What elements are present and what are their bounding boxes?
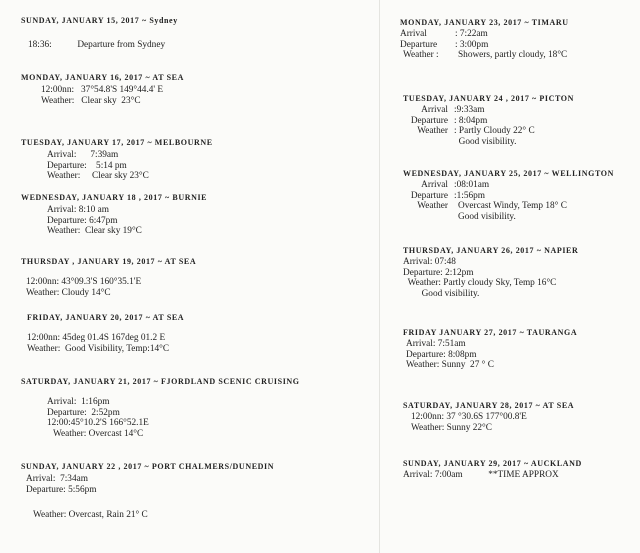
entry-line: Weather: Sunny 27 ° C	[406, 360, 494, 371]
entry-heading: SUNDAY, JANUARY 29, 2017 ~ AUCKLAND	[403, 459, 582, 468]
entry-heading: FRIDAY, JANUARY 20, 2017 ~ AT SEA	[27, 313, 185, 322]
entry-line: Departure: 8:08pm	[406, 349, 477, 360]
entry-heading: SATURDAY, JANUARY 21, 2017 ~ FJORDLAND SCENIC CRUISING	[21, 377, 300, 386]
entry-row: Arrival :9:33am	[421, 105, 485, 115]
entry-line: Weather: Partly cloudy Sky, Temp 16°C	[403, 278, 557, 289]
entry-line: Departure: 2:12pm	[403, 267, 474, 278]
entry-line: Weather: Clear sky 23°C	[47, 171, 149, 182]
entry-line: Arrival: 8:10 am	[47, 205, 109, 215]
entry-row: Departure : 3:00pm	[400, 39, 489, 50]
entry-line: Arrival: 7:00am **TIME APPROX	[403, 470, 559, 480]
entry-jan-23	[400, 18, 569, 61]
entry-jan-22	[21, 462, 274, 521]
entry-line: 12:00nn: 43°09.3'S 160°35.1'E	[26, 277, 142, 287]
entry-jan-24	[403, 94, 574, 147]
entry-heading: TUESDAY, JANUARY 17, 2017 ~ MELBOURNE	[21, 138, 213, 147]
entry-row: Arrival :08:01am	[421, 180, 490, 190]
entry-line: Good visibility.	[403, 288, 480, 299]
entry-line: Weather: Good Visibility, Temp:14°C	[27, 343, 170, 354]
entry-line: 18:36: Departure from Sydney	[28, 40, 166, 50]
entry-row: Weather Overcast Windy, Temp 18° C	[417, 201, 567, 212]
entry-line: Arrival: 7:39am	[47, 150, 119, 160]
entry-jan-29	[403, 459, 582, 481]
entry-heading: WEDNESDAY, JANUARY 18 , 2017 ~ BURNIE	[21, 193, 208, 202]
entry-heading: MONDAY, JANUARY 23, 2017 ~ TIMARU	[400, 18, 569, 27]
entry-row: Good visibility.	[454, 136, 517, 147]
entry-line: Weather: Sunny 22°C	[411, 422, 492, 433]
entry-jan-27	[403, 328, 577, 371]
entry-heading: FRIDAY JANUARY 27, 2017 ~ TAURANGA	[403, 328, 578, 337]
entry-row: Departure : 8:04pm	[410, 115, 488, 126]
entry-jan-26	[403, 246, 578, 299]
entry-jan-19	[21, 257, 196, 298]
entry-line: 12:00nn: 45deg 01.4S 167deg 01.2 E	[27, 333, 166, 343]
entry-heading: SUNDAY, JANUARY 22 , 2017 ~ PORT CHALMERS/DUNEDIN	[21, 462, 275, 471]
entry-line: 12:00nn: 37°54.8'S 149°44.4' E	[41, 85, 164, 95]
entry-line: Departure: 5:14 pm	[47, 160, 127, 171]
entry-jan-25	[403, 169, 614, 222]
entry-line: 12:00nn: 37 °30.6S 177°00.8'E	[411, 412, 527, 422]
entry-heading: SATURDAY, JANUARY 28, 2017 ~ AT SEA	[403, 401, 575, 410]
entry-line: Weather: Clear sky 23°C	[41, 95, 141, 106]
entry-heading: MONDAY, JANUARY 16, 2017 ~ AT SEA	[21, 73, 184, 82]
entry-jan-21	[21, 377, 300, 439]
entry-heading: WEDNESDAY, JANUARY 25, 2017 ~ WELLINGTON	[403, 169, 614, 178]
entry-line: Arrival: 7:51am	[406, 339, 466, 349]
entry-line: Weather: Overcast, Rain 21° C	[33, 510, 148, 521]
entry-jan-18	[21, 193, 207, 237]
entry-jan-15	[21, 16, 178, 51]
entry-heading: THURSDAY, JANUARY 26, 2017 ~ NAPIER	[403, 246, 579, 255]
entry-jan-17	[21, 138, 213, 182]
entry-line: 12:00:45°10.2'S 166°52.1E	[47, 418, 149, 429]
entry-heading: TUESDAY, JANUARY 24 , 2017 ~ PICTON	[403, 94, 574, 103]
entry-line: Arrival: 7:34am	[26, 474, 88, 484]
entry-jan-20	[27, 313, 184, 354]
entry-line: Weather: Overcast 14°C	[53, 428, 144, 439]
entry-row: Weather : Partly Cloudy 22° C	[417, 126, 535, 137]
entry-line: Departure: 5:56pm	[26, 484, 97, 495]
entry-row: Good visibility.	[458, 211, 516, 222]
entry-row: Weather : Showers, partly cloudy, 18°C	[403, 50, 568, 61]
entry-heading: SUNDAY, JANUARY 15, 2017 ~ Sydney	[21, 16, 178, 25]
entry-jan-28	[403, 401, 574, 433]
entry-row: Departure :1:56pm	[410, 190, 485, 201]
entry-row: Arrival : 7:22am	[400, 29, 488, 39]
entry-heading: THURSDAY , JANUARY 19, 2017 ~ AT SEA	[21, 257, 197, 266]
entry-line: Departure: 6:47pm	[47, 215, 118, 226]
entry-jan-16	[21, 73, 184, 106]
entry-line: Arrival: 07:48	[403, 257, 456, 267]
entry-line: Arrival: 1:16pm	[47, 397, 110, 407]
entry-line: Departure: 2:52pm	[47, 407, 120, 418]
entry-line: Weather: Clear sky 19°C	[47, 226, 142, 237]
entry-line: Weather: Cloudy 14°C	[26, 287, 111, 298]
page-fold	[379, 0, 380, 553]
